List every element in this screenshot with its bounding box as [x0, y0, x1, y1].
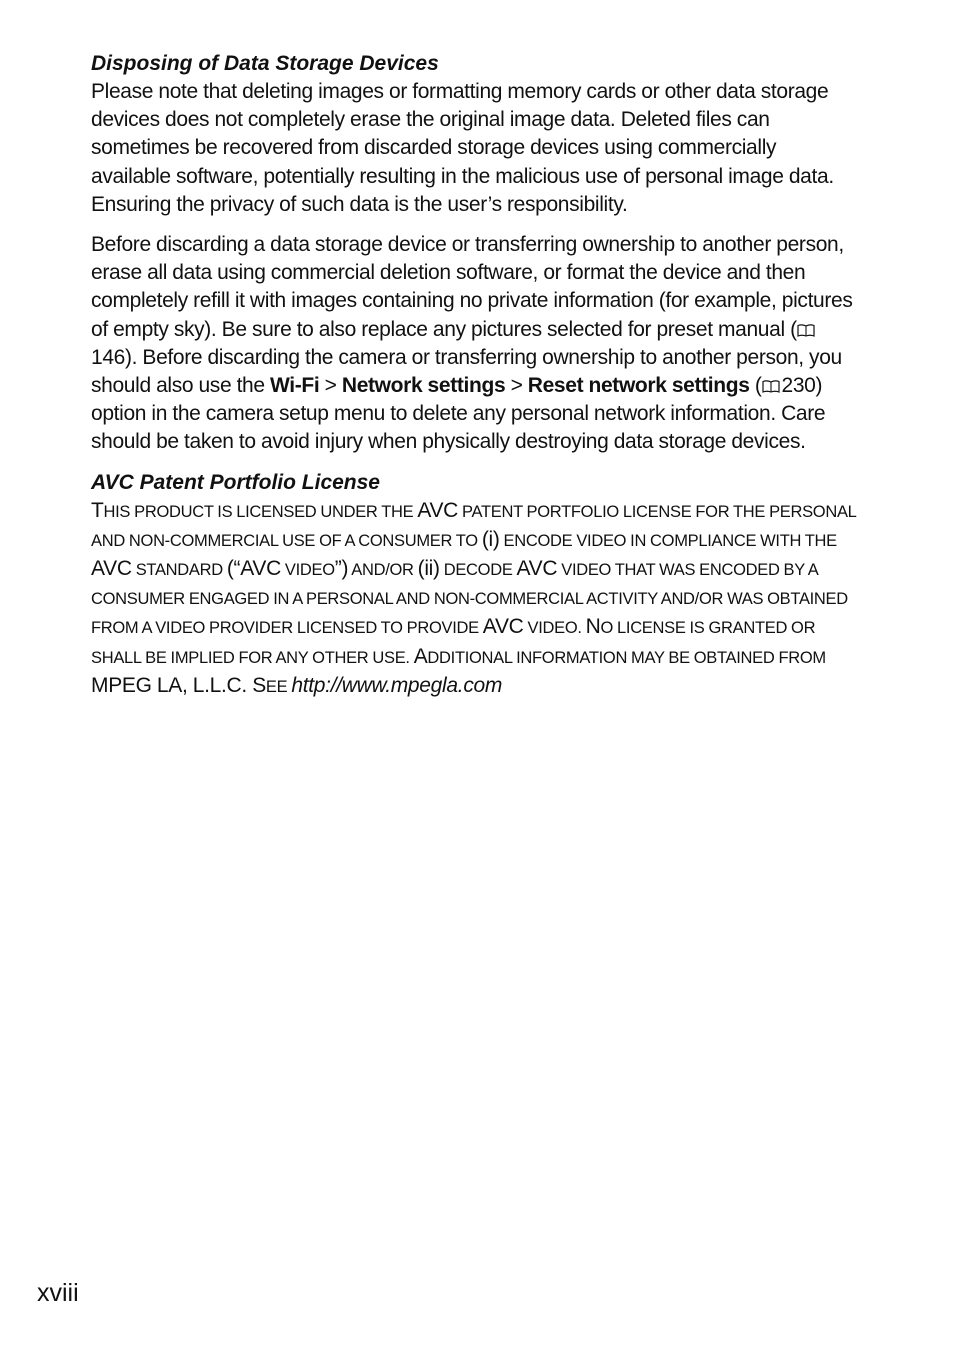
text-segment: ). Before discarding the camera or transferring ownership to another person, you should also use the — [91, 345, 842, 398]
paragraph-avc-license — [91, 497, 861, 701]
text-segment: ( — [749, 374, 762, 398]
text-segment: S — [252, 673, 266, 697]
mpegla-url: http://www.mpegla.com — [291, 673, 503, 697]
text-segment: EE — [265, 677, 292, 696]
text-segment: O LICENSE IS GRANTED OR SHALL BE IMPLIED FOR ANY OTHER USE. — [91, 619, 816, 667]
text-segment: N — [585, 615, 601, 639]
text-segment: VIDEO THAT WAS ENCODED BY A CONSUMER ENGAGED IN A PERSONAL AND NON-COMMERCIAL ACTIVITY AND/OR WAS OBTAINED FROM A VIDEO PROVIDER LICENSED TO PROVIDE — [91, 561, 848, 638]
text-segment: (i) — [481, 527, 500, 551]
section-heading-avc: AVC Patent Portfolio License — [91, 470, 380, 494]
book-reference-icon — [797, 324, 815, 337]
text-segment: AVC — [417, 498, 459, 522]
menu-separator: > — [319, 374, 342, 398]
section-heading-disposing: Disposing of Data Storage Devices — [91, 52, 439, 75]
text-segment: AVC — [482, 615, 524, 639]
menu-item-wifi: Wi-Fi — [270, 374, 320, 398]
menu-separator: > — [505, 374, 528, 398]
book-reference-icon — [762, 380, 780, 393]
text-segment: A — [413, 644, 428, 668]
text-segment: DDITIONAL INFORMATION MAY BE OBTAINED FROM — [427, 648, 826, 667]
text-segment: PATENT PORTFOLIO LICENSE FOR THE PERSONAL AND NON-COMMERCIAL USE OF A CONSUMER TO — [91, 502, 856, 550]
page-reference: 230 — [781, 374, 816, 398]
paragraph-storage-note: Please note that deleting images or formatting memory cards or other data storage devices does not completely erase the original image data. Deleted files can sometimes be recovered from discarded storage devices using commercially available software, potentially resulting in the malicious use of personal image data. Ensuring the privacy of such data is the user’s responsibility. — [91, 80, 834, 216]
text-segment: DECODE — [439, 561, 517, 580]
text-segment: MPEG LA, L.L.C. — [91, 673, 253, 697]
text-segment: T — [91, 498, 104, 522]
text-segment: Before discarding a data storage device or transferring ownership to another person, erase all data using commercial deletion software, or format the device and then completely refill it with images containing no private information (for example, pictures of empty sky). Be sure to also replace any pictures selected for preset manual ( — [91, 233, 853, 341]
paragraph-discarding — [91, 231, 861, 457]
page-content — [91, 50, 861, 701]
text-segment: (“AVC — [226, 557, 281, 581]
text-segment: ”) — [334, 557, 349, 581]
page-reference: 146 — [91, 345, 125, 369]
page-number: xviii — [37, 1279, 79, 1307]
text-segment: AVC — [91, 557, 132, 581]
text-segment: STANDARD — [131, 561, 227, 580]
text-segment: AND/OR — [348, 561, 418, 580]
text-segment: VIDEO. — [523, 619, 586, 638]
text-segment: AVC — [516, 557, 558, 581]
text-segment: VIDEO — [280, 561, 335, 580]
text-segment: (ii) — [417, 557, 440, 581]
text-segment: ) option in the camera setup menu to delete any personal network information. Care should be taken to avoid injury when physically destroying data storage devices. — [91, 374, 826, 454]
menu-item-network-settings: Network settings — [341, 374, 506, 398]
text-segment: ENCODE VIDEO IN COMPLIANCE WITH THE — [499, 531, 837, 550]
text-segment: HIS PRODUCT IS LICENSED UNDER THE — [103, 502, 418, 521]
menu-item-reset-network-settings: Reset network settings — [527, 374, 750, 398]
